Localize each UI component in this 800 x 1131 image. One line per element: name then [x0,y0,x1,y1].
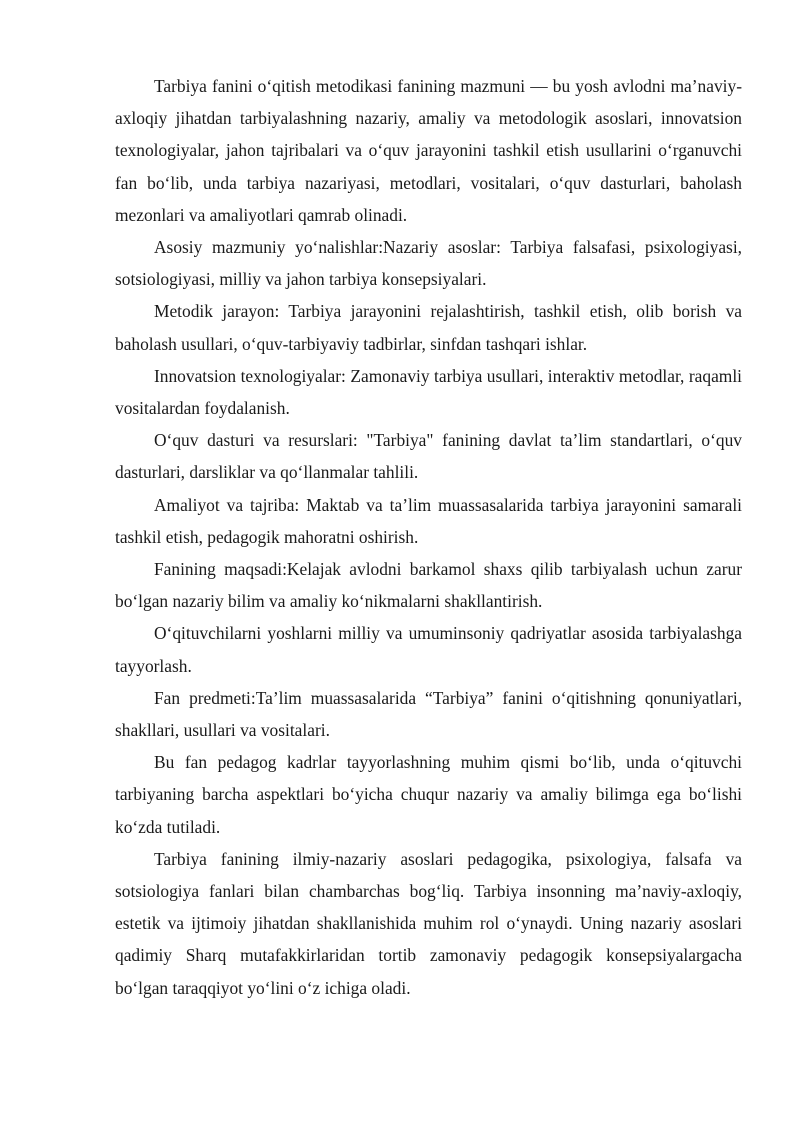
paragraph-innovative-technologies: Innovatsion texnologiyalar: Zamonaviy tarbiya usullari, interaktiv metodlar, raqamli vositalardan foydalanish. [115,365,742,419]
paragraph-curriculum-resources: O‘quv dasturi va resurslari: "Tarbiya" fanining davlat ta’lim standartlari, o‘quv dasturlari, darsliklar va qo‘llanmalar tahlili. [115,430,742,483]
paragraph-methodical-process: Metodik jarayon: Tarbiya jarayonini rejalashtirish, tashkil etish, olib borish va baholash usullari, o‘quv-tarbiyaviy tadbirlar, sinfdan tashqari ishlar. [115,301,742,354]
paragraph-teacher-training: Bu fan pedagog kadrlar tayyorlashning muhim qismi bo‘lib, unda o‘qituvchi tarbiyaning barcha aspektlari bo‘yicha chuqur nazariy va amaliy bilimga ega bo‘lishi ko‘zda tutiladi. [115,752,742,837]
paragraph-scientific-foundations: Tarbiya fanining ilmiy-nazariy asoslari pedagogika, psixologiya, falsafa va sotsiologiya fanlari bilan chambarchas bog‘liq. Tarbiya insonning ma’naviy-axloqiy, estetik va ijtimoiy jihatdan shakllanishida muhim rol o‘ynaydi. Uning nazariy asoslari qadimiy Sharq mutafakkirlaridan tortib zamonaviy pedagogik konsepsiyalargacha bo‘lgan taraqqiyot yo‘lini o‘z ichiga oladi. [115,848,742,998]
document-page [115,70,742,1004]
paragraph-subject-matter: Fan predmeti:Ta’lim muassasalarida “Tarbiya” fanini o‘qitishning qonuniyatlari, shakllari, usullari va vositalari. [115,687,742,741]
paragraph-content-definition: Tarbiya fanini o‘qitish metodikasi fanining mazmuni — bu yosh avlodni ma’naviy-axloqiy jihatdan tarbiyalashning nazariy, amaliy va metodologik asoslari, innovatsion texnologiyalar, jahon tajribalari va o‘quv jarayonini tashkil etish usullarini o‘rganuvchi fan bo‘lib, unda tarbiya nazariyasi, metodlari, vositalari, o‘quv dasturlari, baholash mezonlari va amaliyotlari qamrab olinadi. [115,76,742,225]
paragraph-teacher-preparation: O‘qituvchilarni yoshlarni milliy va umuminsoniy qadriyatlar asosida tarbiyalashga tayyorlash. [115,623,742,676]
paragraph-main-directions: Asosiy mazmuniy yo‘nalishlar:Nazariy asoslar: Tarbiya falsafasi, psixologiyasi, sotsiologiyasi, milliy va jahon tarbiya konsepsiyalari. [115,237,742,290]
paragraph-subject-goal: Fanining maqsadi:Kelajak avlodni barkamol shaxs qilib tarbiyalash uchun zarur bo‘lgan nazariy bilim va amaliy ko‘nikmalarni shakllantirish. [115,559,742,612]
paragraph-practice-experience: Amaliyot va tajriba: Maktab va ta’lim muassasalarida tarbiya jarayonini samarali tashkil etish, pedagogik mahoratni oshirish. [115,494,742,547]
